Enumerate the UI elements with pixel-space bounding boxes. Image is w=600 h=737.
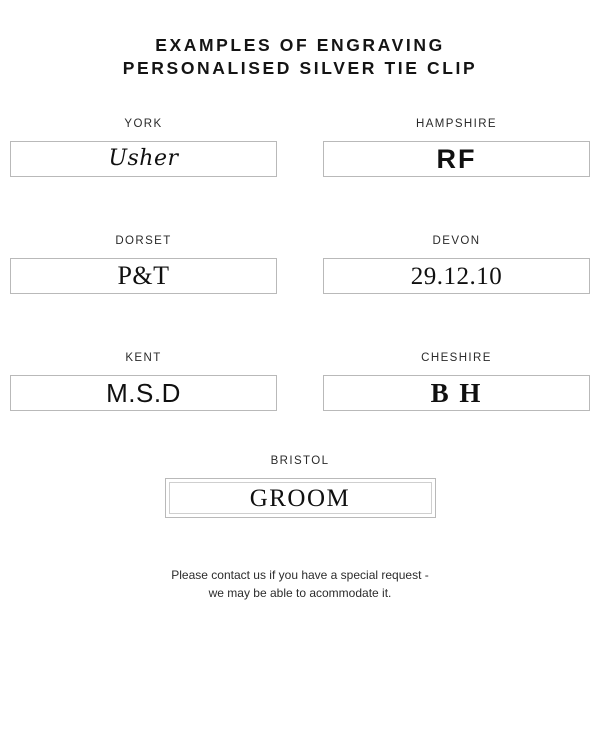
examples-row-bristol xyxy=(10,455,590,518)
example-label: CHESHIRE xyxy=(421,352,492,364)
example-dorset xyxy=(10,235,277,294)
engraving-text: B H xyxy=(430,377,483,408)
row-spacer xyxy=(10,199,590,235)
engraving-text: GROOM xyxy=(249,484,351,512)
tie-clip-plate xyxy=(10,258,277,294)
examples-row xyxy=(10,352,590,411)
example-label: DORSET xyxy=(115,235,172,247)
examples-row xyxy=(10,235,590,294)
example-kent xyxy=(10,352,277,411)
tie-clip-plate xyxy=(323,375,590,411)
example-york xyxy=(10,118,277,177)
example-bristol xyxy=(10,455,590,518)
example-label: BRISTOL xyxy=(270,455,330,467)
footer-line-2: we may be able to acommodate it. xyxy=(208,586,392,600)
example-cheshire xyxy=(323,352,590,411)
tie-clip-plate xyxy=(10,141,277,177)
examples-grid xyxy=(10,118,590,518)
tie-clip-plate xyxy=(323,258,590,294)
example-label: YORK xyxy=(124,118,163,130)
example-hampshire xyxy=(323,118,590,177)
example-label: DEVON xyxy=(432,235,481,247)
examples-row xyxy=(10,118,590,177)
example-label: KENT xyxy=(125,352,162,364)
engraving-text: M.S.D xyxy=(106,378,181,408)
example-label: HAMPSHIRE xyxy=(416,118,497,130)
engraving-text: Usher xyxy=(108,146,179,171)
tie-clip-plate xyxy=(323,141,590,177)
plate-inner-border xyxy=(169,482,432,514)
page-title-line-1: EXAMPLES OF ENGRAVING xyxy=(155,35,445,55)
footer-note xyxy=(10,566,590,602)
engraving-text: RF xyxy=(436,143,477,174)
engraving-text: 29.12.10 xyxy=(410,262,503,290)
tie-clip-plate xyxy=(10,375,277,411)
page-title-line-2: PERSONALISED SILVER TIE CLIP xyxy=(122,58,478,78)
page-title xyxy=(10,0,590,80)
footer-line-1: Please contact us if you have a special request - xyxy=(171,568,429,582)
example-devon xyxy=(323,235,590,294)
tie-clip-plate xyxy=(165,478,436,518)
row-spacer xyxy=(10,316,590,352)
engraving-text: P&T xyxy=(117,261,170,290)
